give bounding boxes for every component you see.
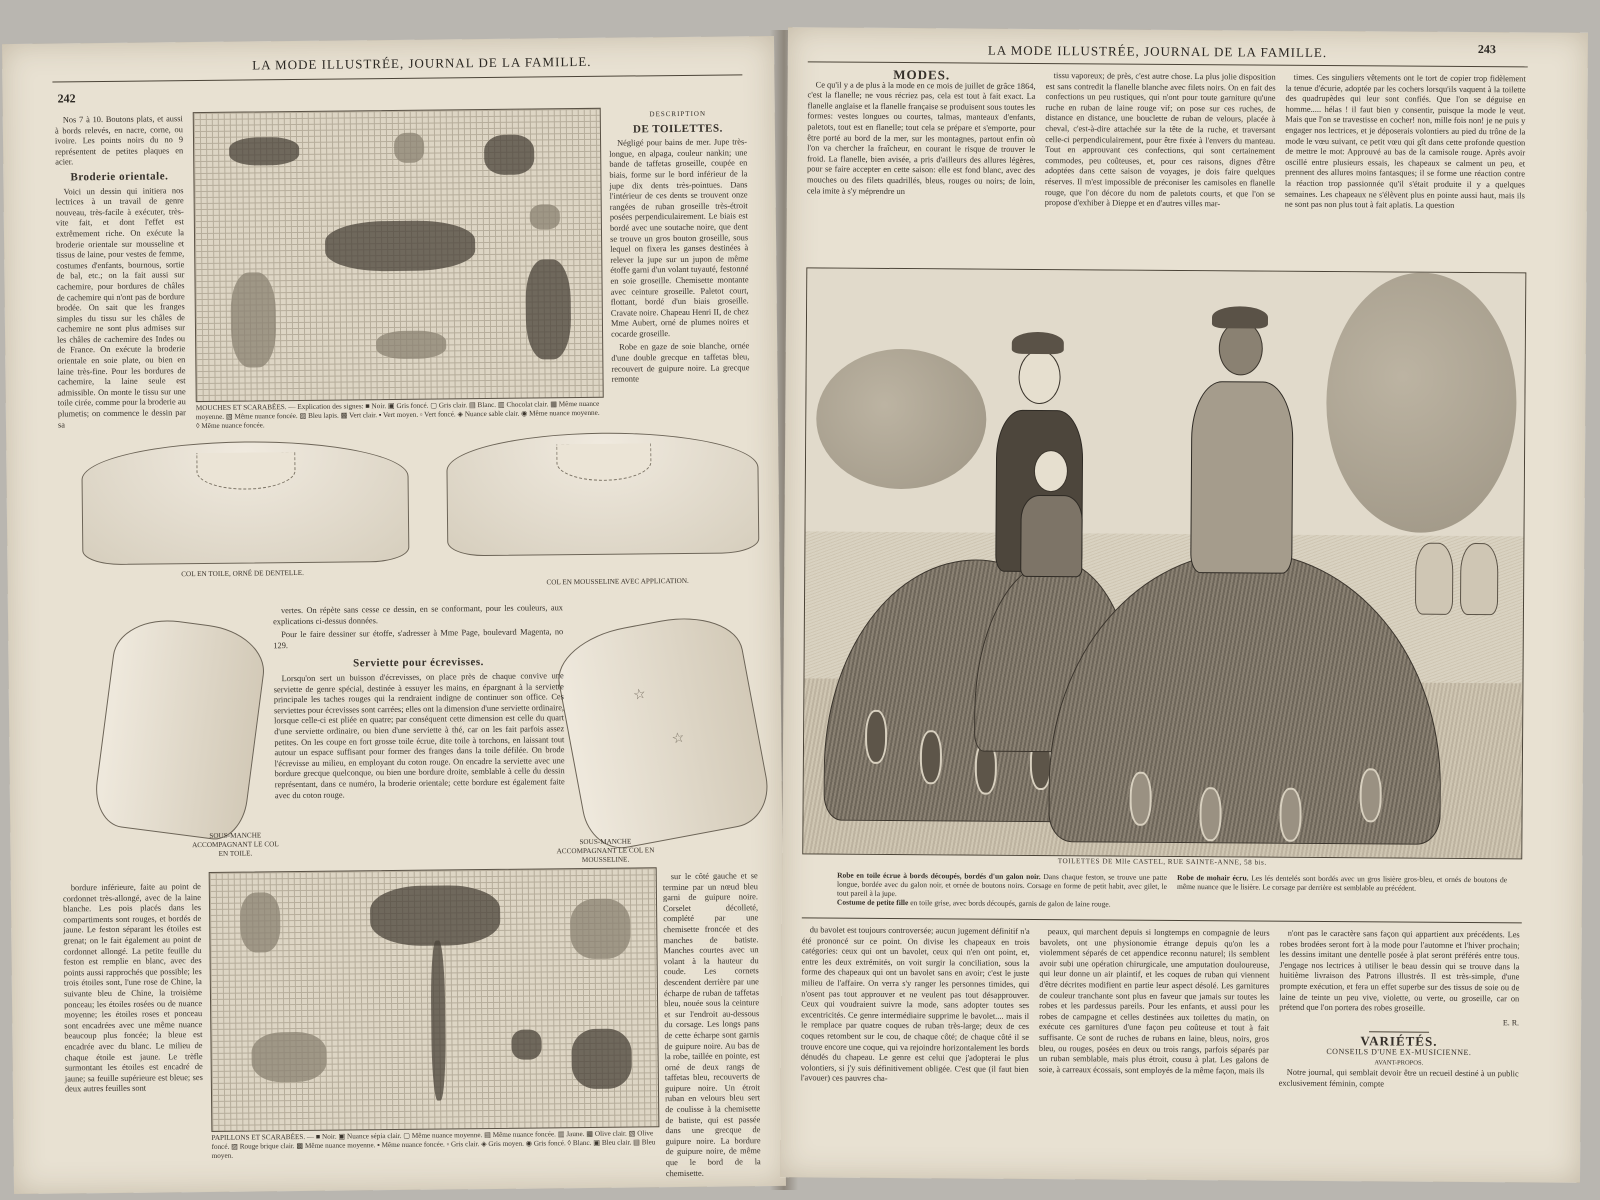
bottom-text-3: n'ont pas le caractère sans façon qui appartient aux précédents. Les robes brodées seront fort à la mode pour l'automne et l'hiver prochain; les dessins imitant une dentelle posée à plat seront préférés entre tous. J'engage nos lectrices à utiliser le beau dessin qui se trouve dans la huitième livraison des Patrons illustrés. Il est très-simple, d'une prompte exécution, et fera un effet superbe sur des tissus de soie ou de laine de teinte un peu vive, violette, ou verte, ou groseille, car on prétend que l'on portera des robes groseille. [1279, 928, 1520, 1013]
figure-girl-head [1034, 450, 1068, 492]
plate-description-left [837, 871, 1167, 909]
undersleeve-muslin [551, 607, 775, 855]
left-page [2, 36, 786, 1194]
serviette-column [273, 603, 565, 804]
serviette-heading: Serviette pour écrevisses. [353, 656, 484, 670]
figure-girl-bodice [1020, 495, 1083, 577]
collar-neckline [556, 443, 651, 481]
plate-desc-1-text: Dans chaque feston, se trouve une patte longue, bordée avec du galon noir, et ornée de boutons noirs. Corsage en forme de petit habit, avec gilet, le tout pareil à la jupe. [836, 872, 1168, 899]
plate-urn [1460, 543, 1499, 615]
modes-column-1 [806, 66, 1036, 201]
toilettes-text: Négligé pour bains de mer. Jupe très-longue, en alpaga, couleur nankin; une bande de taffetas groseille, coupée en biais, forme sur le bord inférieur de la jupe dix dents très-pointues. Dans l'intérieur de ces dents se trouvent onze rangées de ruban groseille très-étroit posées perpendiculairement. Le biais est bordé avec une soutache noire, que dent se trouve un gros bouton groseille, sous lequel on fixera les ganses destinées à relever la jupe sur un jupon de même étoffe garni d'un volant tuyauté, festonné en soie groseille. Chemisette montante avec ceinture groseille. Paletot court, flottant, bordé d'un biais groseille. Cravate noire. Chapeau Henri II, de chez Mme Aubert, orné de plumes noires et cocarde groseille. [609, 137, 749, 339]
motif-fly [511, 1029, 541, 1059]
sur-cote-text: sur le côté gauche et se termine par un nœud bleu garni de guipure noire. Corselet décolleté, complété par une chemisette froncée et des manches de batiste. Manches courtes avec un volant à la hauteur du coude. Les cornets descendent derrière par une écharpe de ruban de taffetas bleu, nouée sous la ceinture et sur l'endroit au-dessous du corsage. Les longs pans de cette écharpe sont garnis de guipure noire. Au bas de la robe, taillée en pointe, est orné de deux rangs de taffetas bleu, recouverts de guipure noire. Un étroit ruban en velours bleu sert de coulisse à la chemisette de batiste, qui est passée dans une grecque de guipure noire. La bordure de guipure noire, de même que le bord de la chemisette. [662, 871, 761, 1178]
skirt-tab [1129, 772, 1151, 826]
star-motif-icon: ☆ [670, 730, 686, 748]
fashion-plate-engraving [802, 267, 1526, 859]
intro-note: Nos 7 à 10. Boutons plats, et aussi à bords relevés, en nacre, corne, ou ivoire. Les points noirs du no 9 représentent de petites plaques en acier. [54, 114, 184, 167]
plate-desc-2-title: Costume de petite fille [836, 897, 909, 908]
plate-desc-2-text: en toile grise, avec bords découpés, garnis de galon de laine rouge. [910, 898, 1111, 909]
collar-left-caption: COL EN TOILE, ORNÉ DE DENTELLE. [181, 568, 304, 579]
collar-neckline [196, 452, 296, 490]
collar-right-caption: COL EN MOUSSELINE AVEC APPLICATION. [546, 576, 689, 587]
order-text: Pour le faire dessiner sur étoffe, s'adresser à Mme Page, boulevard Magenta, no 129. [273, 627, 564, 651]
figure-woman-right-hat [1212, 306, 1268, 328]
figure-bottom-caption: PAPILLONS ET SCARABÉES. — ■ Noir. ▣ Nuance sépia clair. ▢ Même nuance moyenne. ▤ Même nuance foncée. ▥ Jaune. ▦ Olive clair. ▧ Olive foncé. ▨ Rouge brique clair. ▩ Même nuance moyenne. ▪ Même nuance foncée. ▫ Gris clair. ◈ Gris moyen. ◉ Gris foncé. ◊ Blanc. ▣ Bleu clair. ▤ Bleu moyen. [211, 1129, 656, 1160]
page-number-right: 243 [1477, 42, 1496, 57]
figure-woman-left-hat [1012, 332, 1064, 354]
modes-text-1: Ce qu'il y a de plus à la mode en ce mois de juillet de grâce 1864, c'est la flanelle; ne vous récriez pas, cela est tout à fait exact. La flanelle anglaise et la flanelle française se produisent sous toutes les formes: vestes longues ou courtes, talmas, manteaux d'enfants, paletots, tout est en flanelle; tout cela se prépare et s'emporte, pour être porté au bord de la mer, sur les montagnes, partout enfin où l'on va chercher la fraîcheur, en courant le risque de trouver le froid. La flanelle, bien avisée, a pris d'ailleurs des allures légères, pour se faire accepter en cette saison: elle est fond blanc, avec des mouches ou des filets quadrillés, bleus, rouges ou noirs; de loin, cela imite à s'y méprendre un [806, 80, 1036, 196]
sleeve-right-caption: SOUS-MANCHE ACCOMPAGNANT LE COL EN MOUSSELINE. [556, 837, 655, 865]
collar-muslin-applique [446, 431, 759, 556]
embroidery-chart-flies-beetles [193, 108, 604, 402]
figure-woman-right-skirt [1048, 550, 1442, 845]
plate-lilac-bush [1326, 272, 1518, 533]
motif-butterfly [570, 899, 631, 960]
motif-dragonfly [370, 885, 501, 946]
motif-fly [530, 204, 560, 229]
varietes-text: Notre journal, qui semblait devoir être un recueil destiné à un public exclusivement féminin, compte [1278, 1067, 1519, 1089]
motif-butterfly [251, 1032, 327, 1083]
plate-urn [1415, 543, 1454, 615]
toilettes-column [609, 108, 750, 388]
right-page [780, 27, 1588, 1183]
undersleeve-linen [91, 613, 269, 843]
plate-bottom-rule [802, 917, 1522, 923]
plate-desc-3-title: Robe de mohair écru. [1177, 872, 1249, 883]
running-head-left: LA MODE ILLUSTRÉE, JOURNAL DE LA FAMILLE. [252, 53, 592, 73]
bottom-text-2: peaux, qui marchent depuis si longtemps en compagnie de leurs bavolets, ont une physionomie étrange depuis qu'on les a violemment séparés de cet appendice reconnu naturel; ils semblent avoir subi une opération chirurgicale, une amputation douloureuse, qui leur donne un air plaintif, et les coques de ruban qui viennent d'être décrites modifient en partie leur aspect désolé. Les garnitures de couleur tranchante sont plus en faveur que jamais sur toutes les robes et les pardessus pareils. Pour les enfants, et aussi pour les robes de campagne et celles destinées aux toilettes du matin, on exécute ces garnitures d'une façon peu coûteuse et tout à fait suffisante. Ce sont de ruches de rubans en laine, bleus, noirs, gros bleu, ou rouges, posées en deux ou trois rangs, parfois séparés par un ruban semblable, mais plus étroit, cousu à plat. Les galons de soie, à carreaux écossais, sont employés de la même façon, mais ils [1038, 927, 1270, 1076]
description-label: DESCRIPTION [649, 109, 707, 119]
running-head-right: LA MODE ILLUSTRÉE, JOURNAL DE LA FAMILLE. [987, 42, 1328, 60]
embroidery-chart-butterflies [209, 867, 660, 1132]
header-rule-left [52, 74, 742, 82]
plate-desc-3-text: Les lés dentelés sont bordés avec un gros lisière gros-bleu, et ornés de boutons de même nuance que le lisière. Le corsage par derrière est semblable au précédent. [1177, 873, 1508, 893]
motif-beetle [325, 220, 476, 272]
page-number-left: 242 [57, 91, 76, 106]
serviette-text: Lorsqu'on sert un buisson d'écrevisses, on place près de chaque convive une serviette de genre spécial, destinée à essuyer les mains, en épargnant à la serviette principale les taches rouges qui la rendraient indigne de continuer son office. Ces serviettes pour écrevisses sont carrées; elles ont la dimension d'une serviette ordinaire, lorsque celle-ci est pliée en quatre; par conséquent cette dimension est celle du quart d'une serviette ordinaire, ou bien d'une serviette à thé, car on les fait parfois assez petites. On les coupe en fort grosse toile écrue, dite toile à torchons, en laissant tout autour un espace suffisant pour former des franges dans la toile défilée. On brode l'écrevisse au milieu, en employant du coton rouge. On encadre la serviette avec une bordure grecque quelconque, ou bien une bordure droite, semblable à celle du dessin représentant, dans ce numéro, la broderie orientale; cette bordure est également faite avec du coton rouge. [273, 671, 565, 800]
varietes-subheading: CONSEILS D'UNE EX-MUSICIENNE. [1326, 1046, 1472, 1057]
left-column-text [55, 114, 186, 434]
motif-beetle [240, 892, 281, 952]
motif-beetle [525, 259, 571, 359]
motif-fly [376, 330, 446, 359]
motif-butterfly [571, 1029, 632, 1090]
skirt-tab [920, 730, 942, 784]
skirt-tab [1359, 768, 1381, 822]
collar-linen-lace [81, 440, 409, 565]
broderie-heading: Broderie orientale. [70, 170, 169, 184]
bordure-column [63, 882, 203, 1098]
figure-woman-left-head [1018, 350, 1060, 404]
modes-heading: MODES. [893, 66, 951, 83]
modes-text-2: tissu vaporeux; de près, c'est autre chose. La plus jolie disposition est sans contredit la flanelle blanche avec filets noirs. On en fait des confections un peu rustiques, qui n'ont pour toute garniture qu'une ruche en ruban de laine rouge vif; on pose sur ces ruches, de distance en distance, une bouclette de ruban de velours, placée à cheval, c'est-à-dire attachée sur la tête de la ruche, et traversant celle-ci perpendiculairement, pour être fixée à l'envers du manteau. Tout en approuvant ces confections, qui sont certainement commodes, peu coûteuses, et, pour ces raisons, dignes d'être adoptées dans cette saison de voyages, je dois faire quelques réserves. Il m'est impossible de préconiser les camisoles en flanelle rouge, que l'on décore du nom de paletots courts, et que l'on se propose d'exhiber à Dieppe et en d'autres villes mar- [1044, 71, 1276, 209]
figure-woman-right-bodice [1190, 381, 1293, 574]
bordure-text: bordure inférieure, faite au point de cordonnet très-allongé, avec de la laine blanche. Les pois placés dans les compartiments sont rouges, et bordés de jaune. Le feston séparant les étoiles est grenat; on le fait également au point de cordonnet allongé. La petite feuille du feston est remplie en blanc, avec des points aussi rapprochés que possible; les trois étoiles sont, l'une rose de Chine, la suivante bleu de Chine, la troisième ponceau; les étoiles rosées ou de nuance moyenne; les étoiles roses et ponceau sont encadrées avec une même nuance beaucoup plus foncée; la bleue est encadrée avec du blanc. Le milieu de chaque étoile est jaune. Le trèfle surmontant les étoiles est encadré de jaune; sa feuille supérieure est bleue; ses deux autres feuilles sont [62, 882, 203, 1094]
modes-column-3 [1285, 73, 1526, 215]
bottom-column-3 [1279, 929, 1520, 1094]
skirt-tab [1279, 788, 1301, 842]
toilettes-heading: DE TOILETTES. [632, 122, 723, 136]
skirt-tab [1199, 787, 1221, 841]
motif-fly [229, 137, 299, 166]
sleeve-left-caption: SOUS-MANCHE ACCOMPAGNANT LE COL EN TOILE. [192, 831, 279, 858]
skirt-tab [865, 710, 887, 764]
plate-caption: TOILETTES DE Mlle CASTEL, RUE SAINTE-ANNE, 58 bis. [1057, 857, 1267, 867]
plate-description-right [1177, 873, 1507, 893]
bottom-text-1: du bavolet est toujours controversée; aucun jugement définitif n'a été prononcé sur ce point. On divise les chapeaux en trois catégories: ceux qui ont un bavolet, ceux qui n'en ont point, et, entre les deux extrémités, on voit surgir la conciliation, sous la forme des chapeaux qui ont un bavolet sans en avoir; c'est le juste milieu de l'affaire. On verra s'y ranger les personnes timides, qui n'osent pas tout approuver et ne veulent pas tout désapprouver. Ceux qui voudraient suivre la mode, sans adopter toutes ses excentricités. Ce genre intermédiaire supprime le bavolet.... mais il le remplace par quatre coques de ruban très-large; deux de ces coques retombent sur le cou, de chaque côté; de chaque côté il se trouve encore une coque, qui va rejoindre horizontalement les bords dénudés du chapeau. Le genre est celui que j'adopterai le plus volontiers, si j'y suis définitivement obligée. C'est que (il faut bien l'avouer) ces pauvres cha- [800, 925, 1030, 1084]
figure-top-caption: MOUCHES ET SCARABÉES. — Explication des signes: ■ Noir. ▣ Gris foncé. ▢ Gris clair. ▤ Blanc. ▥ Chocolat clair. ▦ Même nuance moyenne. ▧ Même nuance foncée. ▨ Bleu lapis. ▩ Vert clair. ▪ Vert moyen. ▫ Vert foncé. ◈ Nuance sable clair. ◉ Même nuance moyenne. ◊ Même nuance foncée. [195, 399, 600, 431]
sur-cote-column [663, 871, 761, 1182]
bottom-column-1 [801, 925, 1030, 1088]
plate-tree [816, 348, 987, 489]
varietes-heading: VARIÉTÉS. [1360, 1033, 1438, 1050]
broderie-text: Voici un dessin qui initiera nos lectrices à un travail de genre nouveau, très-facile à exécuter, très-vite fait, et dont l'effet est extrêmement riche. On exécute la broderie orientale sur mousseline et tissus de laine, pour vestes de femme, costumes d'enfants, bournous, sortie de bal, etc.; on la fait aussi sur cachemire, pour bordures de châles de cachemire qui n'ont pas de bordure brodée. On sait que les franges simples du tissu sur les châles de cachemire ne sont plus admises sur les châles de cachemire des Indes ou de France. On exécute la broderie orientale en soie plate, ou bien en laine très-fine. Pour les bordures de cachemire, la laine seule est admissible. On monte le tissu sur une toile cirée, comme pour la broderie au plumetis; on commence le dessin par sa [55, 185, 186, 430]
varietes-note: AVANT-PROPOS. [1374, 1058, 1424, 1067]
plate-desc-1-title: Robe en toile écrue à bords découpés, bordés d'un galon noir. [837, 870, 1041, 882]
modes-text-3: times. Ces singuliers vêtements ont le tort de copier trop fidèlement la tenue d'écurie, adoptée par les cochers lorsqu'ils vaquent à la toilette des quadrupèdes qui leur sont confiés. Que l'on se déguise en homme..... hélas ! il faut bien y consentir, puisque la mode le veut. Mais que l'on se travestisse en cocher! non, mille fois non! je ne puis y engager nos lectrices, et je déposerais volontiers au pied du trône de la mode le vœu suivant, ce petit vœu qui gît dans cette profonde question de mettre le mot: Approuvé au bas de la camisole rouge. Après avoir oscillé entre plusieurs essais, les chapeaux se calment un peu, et prennent des allures moins fantasques; il se forme une réaction contre la réaction trop passionnée qu'il s'était produite il y a quelques semaines. Les chapeaux ne s'élèvent plus en pointe aussi haut, mais ils ne sont pas non plus tout à fait aplatis. La question [1284, 72, 1526, 211]
article-signature: E. R. [1502, 1017, 1520, 1028]
toilettes-text-2: Robe en gaze de soie blanche, ornée d'une double grecque en taffetas bleu, recouvert de guipure noire. La grecque remonte [611, 341, 750, 384]
motif-fly [484, 135, 534, 176]
motif-dragonfly-body [430, 940, 446, 1100]
motif-beetle [230, 272, 276, 367]
figure-woman-right-head [1219, 321, 1263, 375]
star-motif-icon: ☆ [632, 686, 648, 704]
bottom-column-2 [1039, 927, 1270, 1080]
motif-fly [394, 133, 424, 163]
modes-column-2 [1045, 71, 1276, 213]
repeat-text: vertes. On répète sans cesse ce dessin, en se conformant, pour les couleurs, aux explications ci-dessus données. [273, 603, 563, 626]
